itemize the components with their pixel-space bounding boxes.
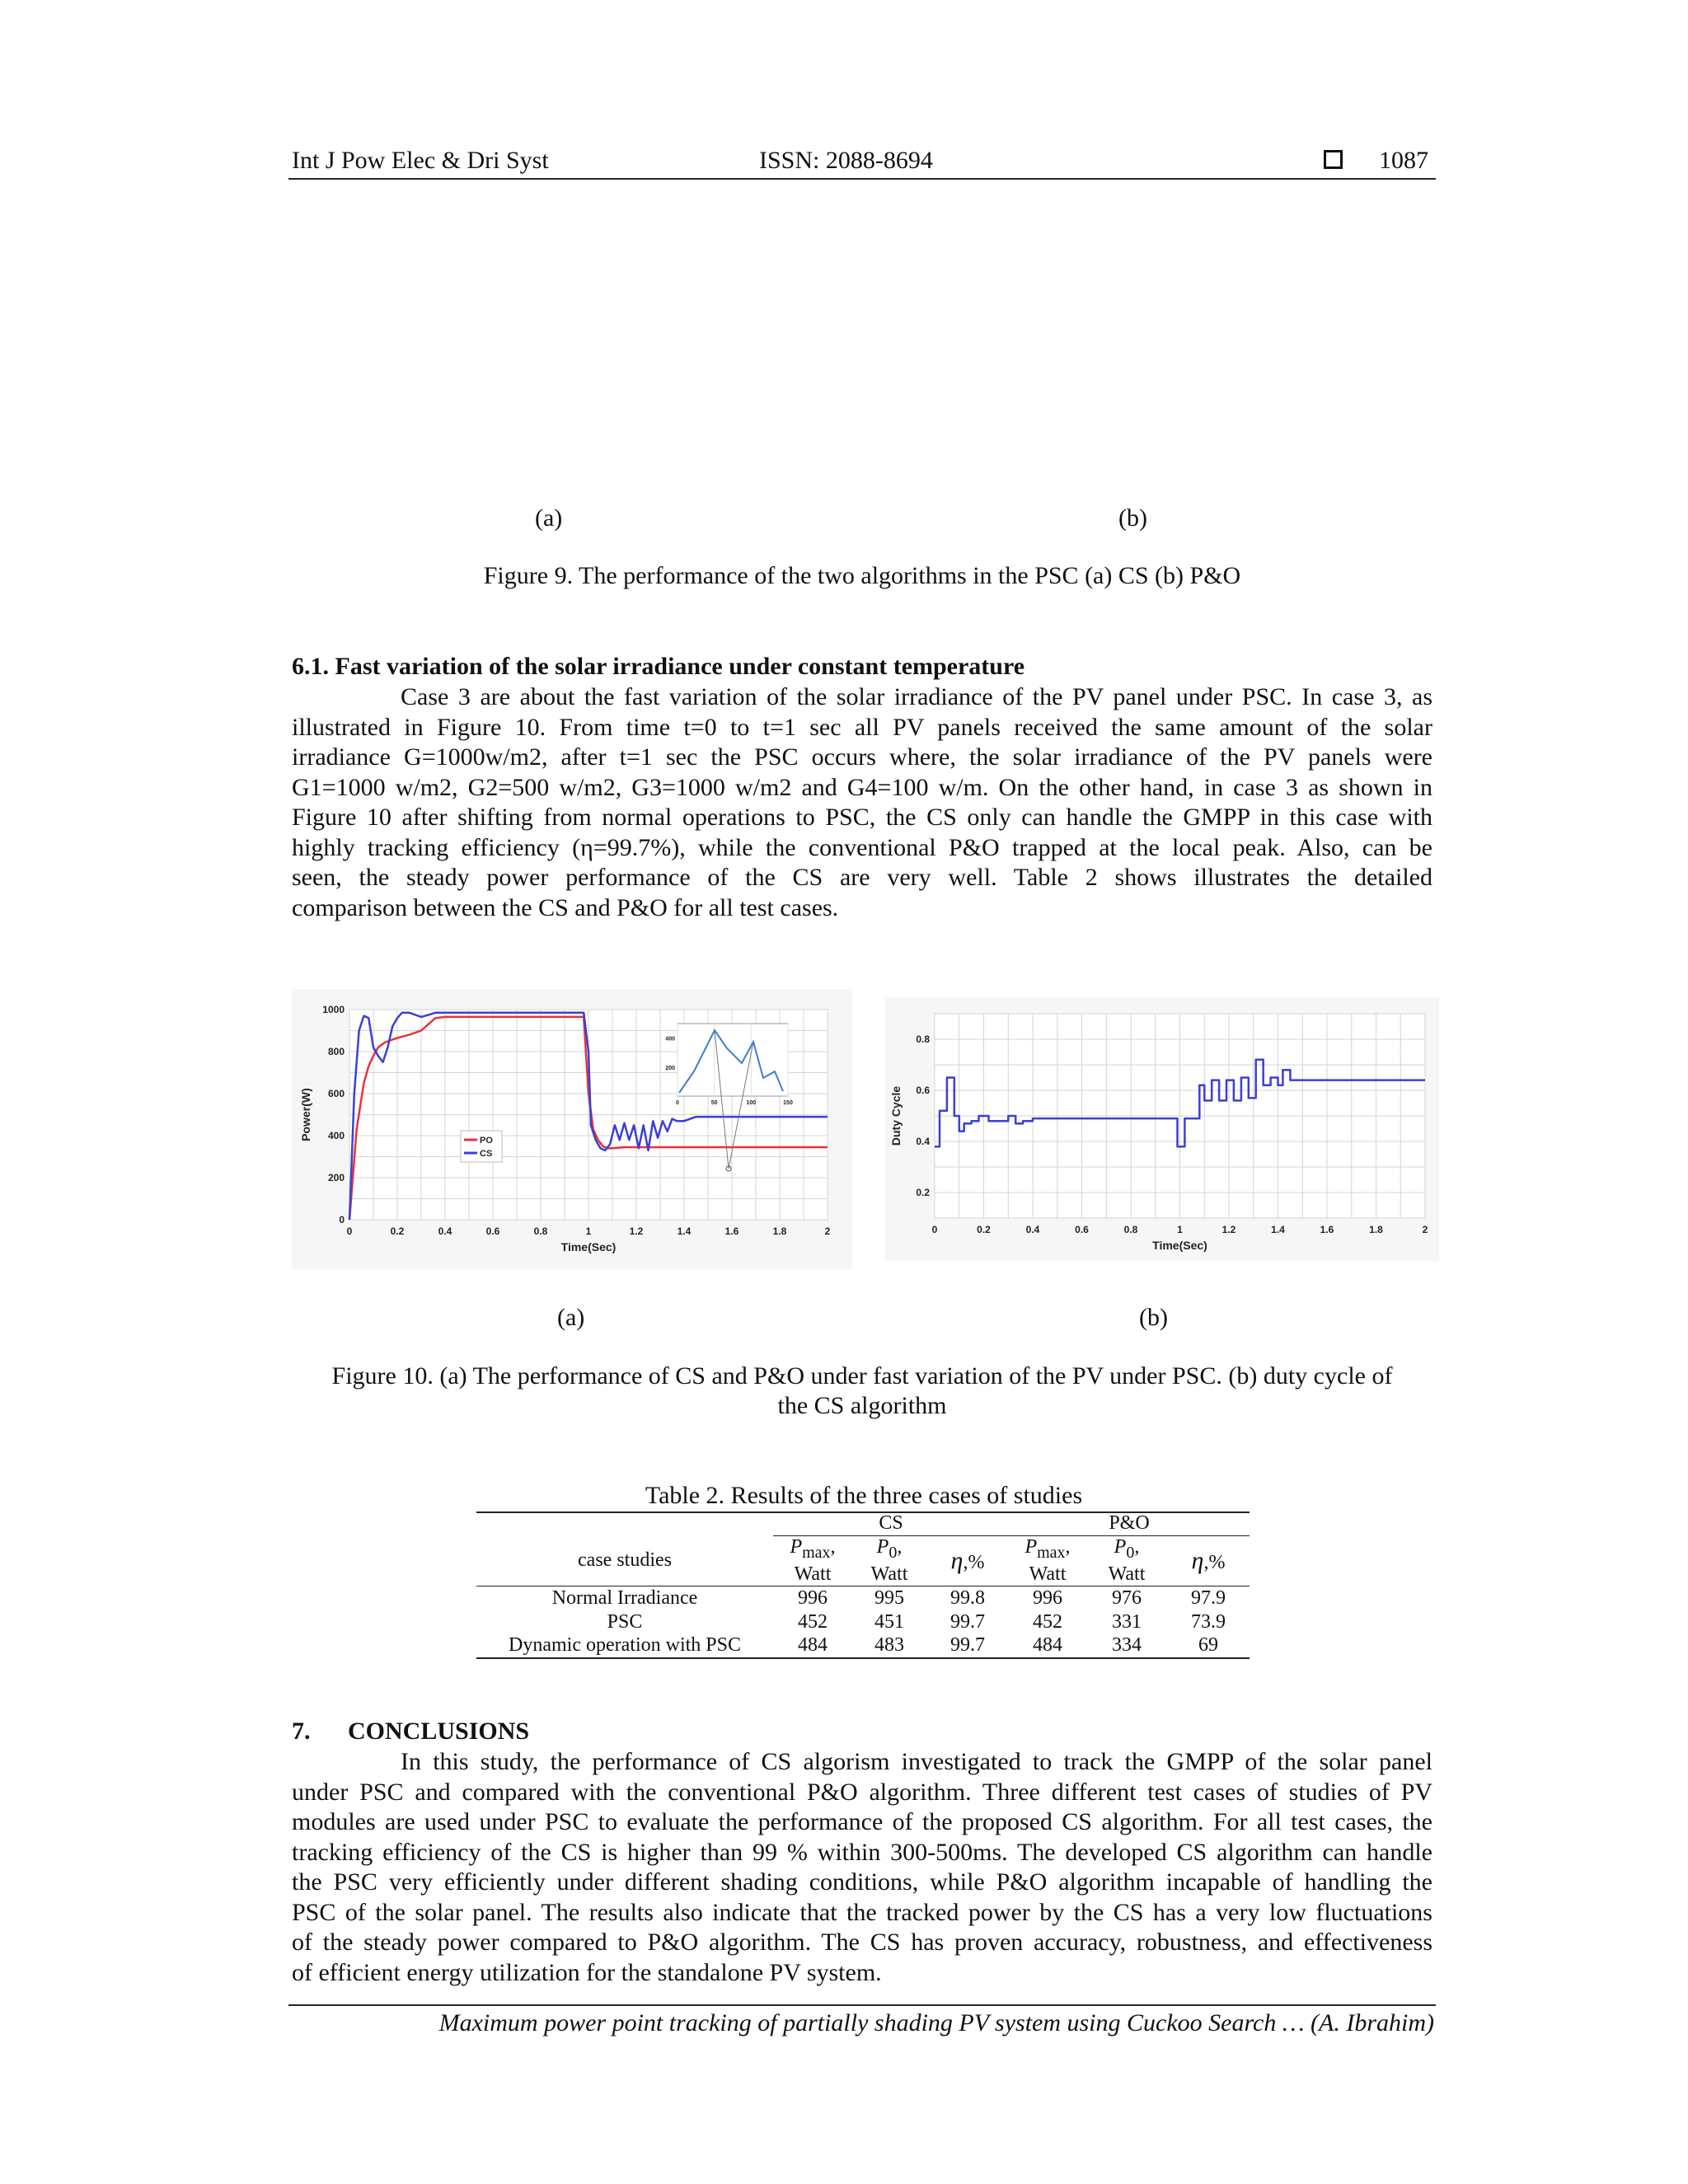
paragraph-line: highly tracking efficiency (η=99.7%), while the conventional P&O trapped at the local peak. Also, can be <box>292 833 1432 861</box>
x-tick-label: 0.6 <box>485 1226 500 1237</box>
p0-sub: 0 <box>1126 1543 1135 1562</box>
section-7-paragraph <box>292 1747 1432 1988</box>
pmax-symbol: P <box>1025 1535 1038 1558</box>
table-header-p0: $P_0$, Watt <box>870 1535 908 1586</box>
x-tick-label: 2 <box>1422 1224 1428 1235</box>
figure10-label-b: (b) <box>1139 1304 1168 1331</box>
paragraph-line: irradiance G=1000w/m2, after t=1 sec the PSC occurs where, the solar irradiance of the PV panels were <box>292 743 1432 771</box>
table-cell: 331 <box>1112 1610 1142 1633</box>
y-tick-label: 0.2 <box>916 1187 930 1198</box>
x-tick-label: 1 <box>1177 1224 1183 1235</box>
pmax-sub: max <box>802 1543 831 1562</box>
figure10-label-a: (a) <box>557 1304 585 1331</box>
y-axis-label: Power(W) <box>299 1088 312 1141</box>
y-tick-label: 1000 <box>322 1004 345 1015</box>
paragraph-line: under PSC and compared with the conventional P&O algorithm. Three different test cases of studies of PV <box>292 1778 1432 1806</box>
figure9-label-b: (b) <box>1118 504 1147 532</box>
issn: ISSN: 2088-8694 <box>759 147 933 174</box>
table-cell: 995 <box>874 1587 904 1610</box>
paragraph-line: modules are used under PSC to evaluate the performance of the proposed CS algorithm. For all test cases, the <box>292 1808 1432 1835</box>
paragraph-line: In this study, the performance of CS algorism investigated to track the GMPP of the solar panel <box>401 1748 1432 1775</box>
x-tick-label: 0.4 <box>1025 1224 1040 1235</box>
section-7-heading: CONCLUSIONS <box>348 1718 530 1745</box>
inset-x-tick: 150 <box>783 1100 793 1106</box>
y-tick-label: 0.8 <box>916 1033 930 1045</box>
figure9-caption: Figure 9. The performance of the two algorithms in the PSC (a) CS (b) P&O <box>483 562 1241 589</box>
p0-sub: 0 <box>889 1543 898 1562</box>
x-axis-label: Time(Sec) <box>1152 1239 1207 1252</box>
table-cell: 996 <box>1033 1587 1062 1610</box>
page-number: 1087 <box>1379 147 1428 174</box>
y-tick-label: 400 <box>327 1130 345 1141</box>
unit-label: Watt <box>1029 1563 1067 1586</box>
y-tick-label: 0.4 <box>916 1136 930 1147</box>
figure10b-chart <box>885 997 1439 1261</box>
unit-label: Watt <box>870 1563 908 1586</box>
paragraph-line: seen, the steady power performance of the CS are very well. Table 2 shows illustrates the detailed <box>292 864 1432 891</box>
y-tick-label: 600 <box>327 1088 345 1099</box>
table-row <box>476 1586 1250 1610</box>
unit-label: Watt <box>794 1563 832 1586</box>
p0-symbol: P <box>876 1535 889 1558</box>
table-cell: 452 <box>1033 1610 1062 1633</box>
x-tick-label: 0 <box>931 1224 938 1235</box>
table-cell: Normal Irradiance <box>551 1587 698 1610</box>
table-header-case: case studies <box>578 1549 672 1572</box>
section-7-number: 7. <box>292 1718 311 1745</box>
table-cell: 99.8 <box>950 1587 985 1610</box>
paragraph-line: of efficient energy utilization for the standalone PV system. <box>292 1958 882 1986</box>
y-tick-label: 800 <box>327 1046 345 1057</box>
x-tick-label: 0.8 <box>533 1226 548 1237</box>
unit-label: Watt <box>1108 1563 1146 1586</box>
x-tick-label: 1.8 <box>1369 1224 1383 1235</box>
pmax-symbol: P <box>790 1535 803 1558</box>
x-tick-label: 1.8 <box>772 1226 787 1237</box>
section-6-1-paragraph <box>292 682 1432 923</box>
eta-unit: ,% <box>1203 1551 1226 1573</box>
table-cell: 334 <box>1112 1634 1142 1657</box>
x-tick-label: 1.2 <box>629 1226 644 1237</box>
paragraph-line: illustrated in Figure 10. From time t=0 to t=1 sec all PV panels received the same amount of the solar <box>292 713 1432 741</box>
table-cell: 484 <box>1033 1634 1062 1657</box>
y-axis-label: Duty Cycle <box>889 1085 903 1146</box>
table-cell: 452 <box>798 1610 828 1633</box>
pmax-sub: max <box>1037 1543 1066 1562</box>
figure10-caption-line1: Figure 10. (a) The performance of CS and P&O under fast variation of the PV under PSC. (b) duty cycle of <box>331 1362 1393 1390</box>
footer-text: Maximum power point tracking of partially shading PV system using Cuckoo Search … (A. Ibrahim) <box>438 2009 1434 2036</box>
inset-y-tick: 400 <box>665 1036 675 1043</box>
y-tick-label: 0.6 <box>916 1085 930 1096</box>
table-cell: 996 <box>798 1587 828 1610</box>
duty-cycle-chart-svg <box>885 997 1439 1261</box>
inset-y-tick: 200 <box>665 1065 675 1071</box>
header-rule <box>288 178 1436 180</box>
y-tick-label: 200 <box>327 1172 345 1183</box>
figure10a-chart <box>292 989 852 1269</box>
table-cell: 451 <box>874 1610 904 1633</box>
eta-symbol: η <box>950 1546 964 1574</box>
table-row <box>476 1610 1250 1634</box>
section-6-1-heading: 6.1. Fast variation of the solar irradiance under constant temperature <box>292 653 1025 680</box>
figure10-caption-line2: the CS algorithm <box>777 1392 947 1419</box>
x-tick-label: 1.4 <box>1271 1224 1285 1235</box>
x-tick-label: 1.6 <box>724 1226 739 1237</box>
inset-x-tick: 100 <box>746 1100 757 1106</box>
paragraph-line: Case 3 are about the fast variation of the solar irradiance of the PV panel under PSC. In case 3, as <box>401 683 1432 710</box>
x-tick-label: 0.2 <box>977 1224 991 1235</box>
paragraph-line: of the steady power compared to P&O algorithm. The CS has proven accuracy, robustness, and effectiveness <box>292 1929 1432 1956</box>
power-chart-svg <box>292 989 852 1269</box>
x-axis-label: Time(Sec) <box>560 1240 617 1254</box>
table-cell: 97.9 <box>1191 1587 1226 1610</box>
inset-plot-area <box>678 1024 788 1096</box>
page-number-group <box>1324 147 1428 175</box>
table-header-eta <box>1167 1535 1250 1586</box>
footer-rule <box>288 2004 1436 2006</box>
table-cell: 69 <box>1198 1634 1218 1657</box>
table-cell: 99.7 <box>950 1634 985 1657</box>
eta-unit: ,% <box>963 1551 985 1573</box>
table-cell-empty <box>476 1512 773 1535</box>
legend-label: PO <box>480 1136 493 1146</box>
paragraph-line: G1=1000 w/m2, G2=500 w/m2, G3=1000 w/m2 and G4=100 w/m. On the other hand, in case 3 as shown in <box>292 773 1432 801</box>
table-header-p0: $P_0$, Watt <box>1108 1535 1146 1586</box>
paragraph-line: Figure 10 after shifting from normal operations to PSC, the CS only can handle the GMPP in this case with <box>292 804 1432 831</box>
paragraph-line: comparison between the CS and P&O for all test cases. <box>292 893 839 921</box>
y-tick-label: 0 <box>339 1214 345 1226</box>
table-cell: 484 <box>798 1634 828 1657</box>
inset-x-tick: 0 <box>676 1100 679 1106</box>
square-box-icon <box>1324 150 1343 169</box>
table-group-po: P&O <box>1009 1512 1250 1535</box>
x-tick-label: 1.2 <box>1221 1224 1236 1235</box>
x-tick-label: 0.8 <box>1123 1224 1138 1235</box>
table-cell: 483 <box>874 1634 904 1657</box>
table-row <box>476 1634 1250 1658</box>
table-header-eta <box>926 1535 1009 1586</box>
table-cell: 73.9 <box>1191 1610 1226 1633</box>
table-cell: 976 <box>1112 1587 1142 1610</box>
journal-name: Int J Pow Elec & Dri Syst <box>292 147 549 174</box>
figure9-label-a: (a) <box>535 504 563 532</box>
x-tick-label: 0.6 <box>1075 1224 1089 1235</box>
x-tick-label: 0.4 <box>438 1226 452 1237</box>
table-cell: 99.7 <box>950 1610 985 1633</box>
table2 <box>476 1512 1250 1659</box>
x-tick-label: 1 <box>585 1226 592 1237</box>
inset-x-tick: 50 <box>710 1100 718 1106</box>
x-tick-label: 0.2 <box>390 1226 405 1237</box>
paragraph-line: tracking efficiency of the CS is higher than 99 % within 300-500ms. The developed CS algorithm can handle <box>292 1838 1432 1866</box>
x-tick-label: 1.4 <box>677 1226 692 1237</box>
table-group-cs: CS <box>773 1512 1009 1535</box>
table-cell: Dynamic operation with PSC <box>509 1634 741 1657</box>
paragraph-line: PSC of the solar panel. The results also indicate that the tracked power by the CS has a very low fluctuations <box>292 1898 1432 1926</box>
table-header-pmax: $P_{max}$, Watt <box>1025 1535 1071 1586</box>
table-cell: PSC <box>607 1610 643 1633</box>
eta-symbol: η <box>1191 1546 1204 1574</box>
x-tick-label: 0 <box>346 1226 353 1237</box>
table-header-pmax: $P_{max}$, Watt <box>790 1535 836 1586</box>
table2-caption: Table 2. Results of the three cases of studies <box>645 1482 1083 1509</box>
x-tick-label: 1.6 <box>1320 1224 1334 1235</box>
p0-symbol: P <box>1114 1535 1127 1558</box>
paragraph-line: the PSC very efficiently under different shading conditions, while P&O algorithm incapable of handling the <box>292 1868 1432 1896</box>
x-tick-label: 2 <box>824 1226 831 1237</box>
legend-label: CS <box>480 1149 493 1159</box>
